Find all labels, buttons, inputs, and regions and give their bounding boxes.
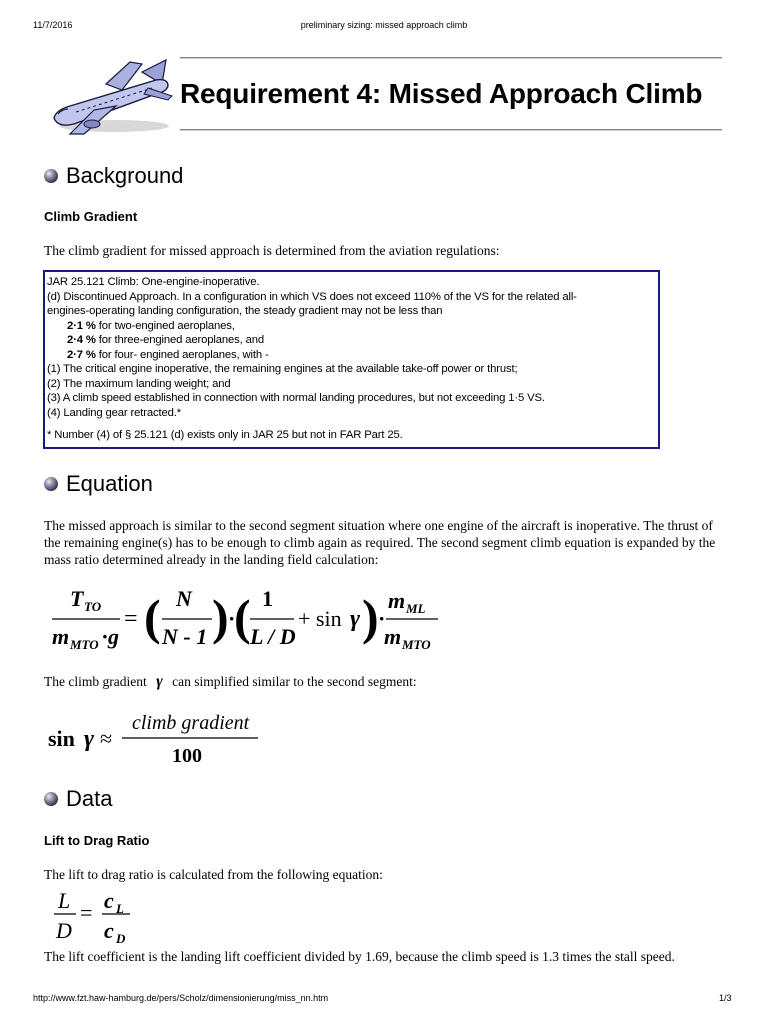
equation-missed-approach (44, 584, 444, 654)
svg-text:): ) (362, 589, 379, 645)
eq2-approx: ≈ (100, 726, 113, 751)
eq-L-over-D: L / D (250, 624, 296, 649)
eq-plus-sin: + sin (298, 606, 342, 631)
eq-mMTO: m (384, 624, 402, 649)
eq-MTO2: MTO (402, 637, 431, 652)
paragraph-lift-drag-intro: The lift to drag ratio is calculated from the following equation: (44, 867, 383, 882)
eq-gamma: γ (350, 606, 360, 632)
reg-line: (d) Discontinued Approach. In a configuration in which VS does not exceed 110% of the VS for the related all- (47, 290, 577, 303)
reg-line: engines-operating landing configuration, the steady gradient may not be less than (47, 305, 443, 317)
eq3-D: D (56, 918, 72, 943)
eq-one: 1 (262, 586, 273, 611)
eq2-numerator: climb gradient (132, 712, 250, 734)
paragraph-climb-gradient (44, 673, 720, 690)
eq3-L: L (58, 888, 71, 913)
reg-condition: (3) A climb speed established in connection with normal landing procedures, but not exceeding 1·5 VS. (47, 392, 545, 404)
subheading-climb-gradient: Climb Gradient (44, 209, 138, 224)
reg-condition: (2) The maximum landing weight; and (47, 377, 231, 390)
eq-T: T (70, 586, 84, 611)
gradient-text: for two-engined aeroplanes, (95, 319, 235, 332)
eq-TO: TO (84, 599, 102, 614)
text-before-gamma: The climb gradient (44, 674, 147, 689)
svg-text:·: · (228, 606, 236, 631)
eq-N-minus-1: N - 1 (162, 624, 208, 649)
page-title: Requirement 4: Missed Approach Climb (180, 78, 703, 109)
gamma-symbol: γ (156, 673, 163, 690)
bullet-icon (44, 169, 58, 183)
reg-footnote: * Number (4) of § 25.121 (d) exists only in JAR 25 but not in FAR Part 25. (47, 429, 403, 441)
gradient-text: for four- engined aeroplanes, with - (95, 348, 269, 361)
gradient-value: 2·4 % (67, 334, 96, 346)
section-title-data: Data (66, 786, 113, 811)
section-title-background: Background (66, 163, 184, 188)
gradient-value: 2·7 % (67, 348, 96, 361)
bullet-icon (44, 792, 58, 806)
eq-equals: = (124, 606, 138, 632)
svg-text:(: ( (234, 589, 251, 645)
gradient-text: for three-engined aeroplanes, and (95, 334, 265, 346)
regulation-box (43, 270, 660, 449)
eq2-denominator: 100 (172, 745, 202, 767)
print-date: 11/7/2016 (33, 20, 73, 30)
eq3-L-sub: L (116, 901, 124, 916)
subheading-lift-to-drag: Lift to Drag Ratio (44, 833, 150, 848)
eq3-D-sub: D (116, 931, 126, 944)
section-background (44, 163, 183, 189)
bullet-icon (44, 477, 58, 491)
eq2-gamma: γ (84, 726, 94, 752)
equation-lift-drag (50, 882, 140, 944)
print-url: http://www.fzt.haw-hamburg.de/pers/Scholz/dimensionierung/miss_nn.htm (33, 993, 329, 1003)
eq-m: m (52, 624, 70, 649)
print-page-number: 1/3 (719, 993, 732, 1003)
eq3-equals: = (80, 900, 93, 925)
svg-text:·: · (378, 606, 386, 631)
reg-gradient-three-engine (47, 333, 656, 348)
eq3-cD: c (104, 918, 114, 943)
print-document-title: preliminary sizing: missed approach climb (300, 20, 468, 30)
reg-gradient-two-engine (47, 319, 656, 334)
equation-sin-gamma (44, 708, 274, 770)
text-after-gamma: can simplified similar to the second segment: (172, 674, 417, 689)
eq-g: g (108, 624, 119, 649)
svg-text:): ) (212, 589, 229, 645)
eq-ML: ML (406, 601, 426, 616)
eq-MTO: MTO (70, 637, 99, 652)
section-equation (44, 471, 153, 497)
paragraph-intro: The climb gradient for missed approach is determined from the aviation regulations: (44, 243, 500, 258)
reg-condition: (4) Landing gear retracted.* (47, 406, 181, 419)
title-rule-bottom (180, 129, 722, 131)
reg-gradient-four-engine (47, 348, 656, 363)
eq3-cL: c (104, 888, 114, 913)
reg-line: JAR 25.121 Climb: One-engine-inoperative. (47, 276, 260, 288)
reg-condition: (1) The critical engine inoperative, the remaining engines at the available take-off power or thrust; (47, 363, 518, 375)
section-data (44, 786, 112, 812)
section-title-equation: Equation (66, 471, 153, 496)
title-rule-top (180, 57, 722, 59)
eq-N: N (176, 586, 192, 611)
paragraph-lift-coefficient: The lift coefficient is the landing lift coefficient divided by 1.69, because the climb speed is 1.3 times the stall speed. (44, 949, 675, 964)
gradient-value: 2·1 % (67, 319, 96, 332)
svg-text:(: ( (144, 589, 161, 645)
paragraph-equation-intro: The missed approach is similar to the second segment situation where one engine of the aircraft is inoperative. The thrust of the remaining engine(s) has to be enough to climb again as required. The second segment climb equation is expanded by the mass ratio determined already in the landing field calculation: (44, 518, 716, 567)
eq-mML: m (388, 588, 406, 613)
eq2-sin: sin (48, 726, 75, 751)
svg-text:·: · (102, 624, 108, 649)
airplane-logo (44, 54, 178, 141)
